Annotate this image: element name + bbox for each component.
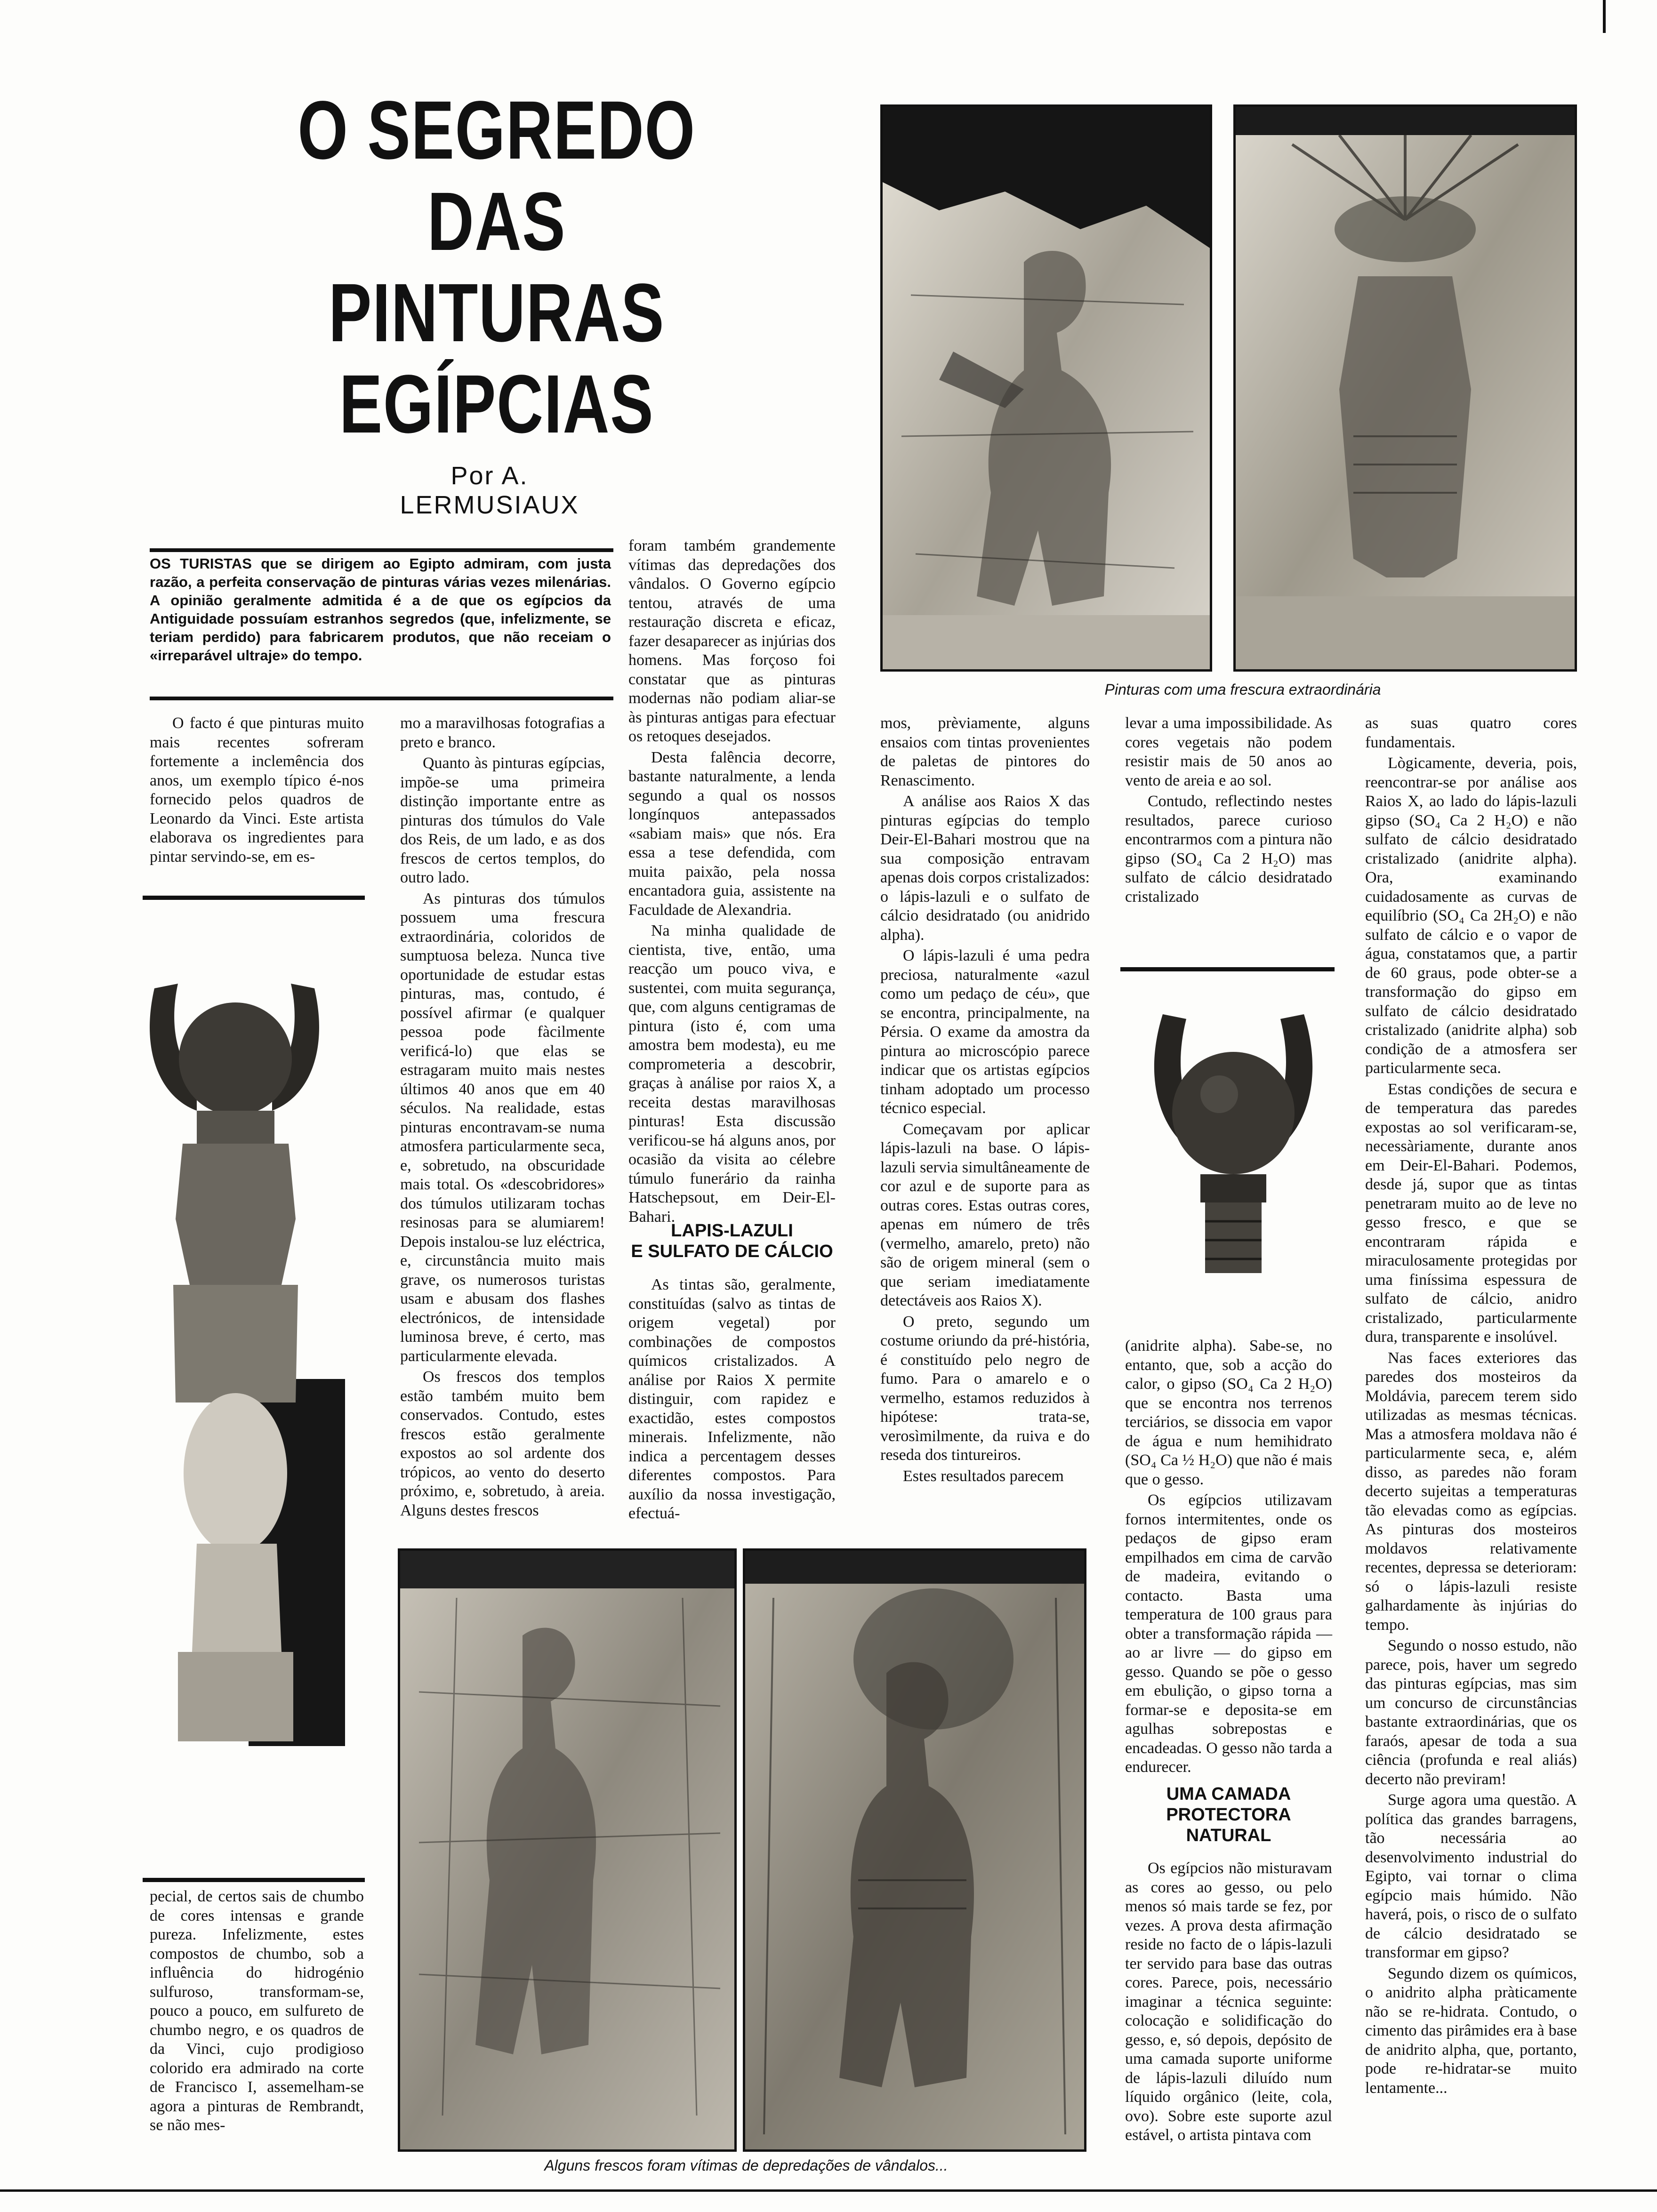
paragraph: Os egípcios utilizavam fornos intermitentes, onde os pedaços de gipso eram empilhados em cima de carvão de madeira, evitando o contacto. Basta uma temperatura de 100 graus para obter a transformação rápida — ao ar livre — do gipso em gesso. Quando se põe o gesso em ebulição, o gipso torna a formar-se e deposita-se em agulhas sobrepostas e encadeadas. O gesso não tarda a endurecer.: [1125, 1491, 1332, 1776]
photo-isis-statue: [126, 955, 345, 1746]
paragraph: O facto é que pinturas muito mais recentes sofreram fortemente a inclemência dos anos, um exemplo típico é-nos fornecido pelos quadros de Leonardo da Vinci. Este artista elaborava os ingredientes para pintar servindo-se, em es-: [150, 714, 364, 866]
crop-mark: [1603, 0, 1606, 33]
paragraph: Surge agora uma questão. A política das grandes barragens, tão necessária ao desenvolvimento industrial do Egipto, vai tornar o clima egípcio mais húmido. Não haverá, pois, o risco de o sulfato de cálcio desidratado se transformar em gipso?: [1365, 1791, 1577, 1961]
column-1-rule-top: [143, 896, 365, 900]
paragraph: O preto, segundo um costume oriundo da pré-história, é constituído pelo negro de fumo. Para o amarelo e o vermelho, estamos reduzidos à hipótese: trata-se, verosìmilmente, da ruiva e do reseda dos tintureiros.: [880, 1313, 1090, 1464]
column-5-middle: [1125, 1337, 1332, 1803]
paragraph: Segundo dizem os químicos, o anidrito alpha pràticamente não se re-hidrata. Contudo, o cimento das pirâmides era à base de anidrito alpha, que, portanto, pode re-hidratar-se muito lentamente...: [1365, 1964, 1577, 2097]
column-5-bottom: [1125, 1859, 1332, 2184]
photo-fresco-damaged-right: [743, 1548, 1086, 2152]
paragraph: foram também grandemente vítimas das depredações dos vândalos. O Governo egípcio tentou, através de uma restauração discreta e eficaz, fazer desaparecer as injúrias dos homens. Mas forçoso foi constatar que as pinturas modernas não podiam aliar-se às pinturas antigas para efectuar os retoques desejados.: [628, 537, 836, 745]
column-1-rule-bottom: [143, 1878, 365, 1882]
paragraph: Estes resultados parecem: [903, 1467, 1064, 1485]
paragraph: Nas faces exteriores das paredes dos mosteiros da Moldávia, parecem terem sido utilizadas as mesmas técnicas. Mas a atmosfera moldava não é particularmente seca, e, além disso, as paredes não foram decerto sujeitas a temperaturas tão elevadas como as egípcias. As pinturas dos mosteiros moldavos relativamente recentes, depressa se deterioram: só o lápis-lazuli resiste galhardamente às injúrias do tempo.: [1365, 1349, 1577, 1634]
column-2: [400, 714, 605, 1535]
column-5-rule: [1120, 967, 1335, 971]
paragraph: (anidrite alpha). Sabe-se, no entanto, que, sob a acção do calor, o gipso (SO₄ Ca 2 H₂O) que se encontra nos terrenos terciários, se dissocia em vapor de água e num hemihidrato (SO₄ Ca ½ H₂O) que não é mais que o gesso.: [1125, 1337, 1332, 1488]
column-3-top: [628, 537, 836, 1226]
paragraph: levar a uma impossibilidade. As cores vegetais não podem resistir mais de 50 anos ao vento de areia e ao sol.: [1125, 714, 1332, 789]
paragraph: mo a maravilhosas fotografias a preto e branco.: [400, 714, 605, 751]
caption-top-photos: Pinturas com uma frescura extraordinária: [1104, 681, 1381, 698]
column-4: [880, 714, 1090, 1535]
heading-line: E SULFATO DE CÁLCIO: [631, 1242, 833, 1261]
heading-line: NATURAL: [1186, 1826, 1271, 1845]
paragraph: Os frescos dos templos estão também muito bem conservados. Contudo, estes frescos estão geralmente expostos ao sol ardente dos trópicos, ao vento do deserto próximo, e, sobretudo, à areia. Alguns destes frescos: [400, 1368, 605, 1519]
photo-fresco-figure-right: [1233, 104, 1577, 672]
column-1-bottom: [150, 1887, 364, 2184]
paragraph: As tintas são, geralmente, constituídas (salvo as tintas de origem vegetal) por combinações de compostos químicos cristalizados. A análise por Raios X permite distinguir, com rapidez e exactidão, estes compostos minerais. Infelizmente, não indica a percentagem desses diferentes compostos. Para auxílio da nossa investigação, efectuá-: [628, 1276, 836, 1522]
column-3-bottom: [628, 1275, 836, 1534]
article-title: [231, 85, 763, 450]
byline: Por A. LERMUSIAUX: [400, 462, 579, 519]
paragraph: Segundo o nosso estudo, não parece, pois, haver um segredo das pinturas egípcias, mas sim um concurso de circunstâncias bastante extraordinárias, que os faraós, apesar de toda a sua ciência (profunda e real aliás) decerto não previram!: [1365, 1637, 1577, 1788]
intro-top-rule: [150, 548, 613, 552]
paragraph: as suas quatro cores fundamentais.: [1365, 714, 1577, 751]
intro-paragraph: OS TURISTAS que se dirigem ao Egipto admiram, com justa razão, a perfeita conservação de pinturas várias vezes milenárias. A opinião geralmente admitida é a de que os egípcios da Antiguidade possuíam estranhos segredos (que, infelizmente, se teriam perdido) para fabricarem produtos, que não receiam o «irreparável ultraje» do tempo.: [150, 555, 611, 664]
paragraph: Estas condições de secura e de temperatura das paredes expostas ao sol verificaram-se, necessàriamente, durante anos em Deir-El-Bahari. Podemos, desde já, supor que as tintas penetraram muito ao de leve no gesso fresco, e que se encontraram rápida e miraculosamente protegidas por uma finíssima espessura de sulfato de cálcio, anidro cristalizado, particularmente dura, transparente e insolúvel.: [1365, 1080, 1577, 1346]
photo-fresco-damaged-left: [398, 1548, 737, 2152]
page-bottom-edge: [0, 2189, 1657, 2192]
column-1-top: [150, 714, 364, 889]
fresco-figure-icon: [883, 107, 1210, 669]
title-line-3: PINTURAS EGÍPCIAS: [328, 267, 665, 450]
paragraph: As pinturas dos túmulos possuem uma frescura extraordinária, coloridos de sumptuosa beleza. Nunca tive oportunidade de estudar estas pinturas, mas, contudo, é possível afirmar (e qualquer pessoa pode fàcilmente verificá-lo) que elas se estragaram muito mais nestes últimos 40 anos que em 40 séculos. Na realidade, estas pinturas encontravam-se numa atmosfera particularmente seca, e, sobretudo, na obscuridade mais total. Os «descobridores» dos túmulos utilizaram tochas resinosas para se alumiarem! Depois instalou-se luz eléctrica, e, circunstância muito mais grave, os numerosos turistas usam e abusam dos flashes electrónicos, de intensidade luminosa breve, é certo, mas particularmente elevada.: [400, 890, 605, 1365]
paragraph: Lògicamente, deveria, pois, reencontrar-se por análise aos Raios X, ao lado do lápis-lazuli gipso (SO₄ Ca 2 H₂O) e não sulfato de cálcio desidratado cristalizado (anidrite alpha). Ora, examinando cuidadosamente as curvas de equilíbrio (SO₄ Ca 2H₂O) e não sulfato de cálcio e o vapor de água, constatamos que, a partir de 60 graus, pode obter-se a transformação do gipso em sulfato de cálcio desidratado cristalizado (anidrite alpha) sob condição de a atmosfera ser particularmente seca.: [1365, 754, 1577, 1077]
paragraph: Na minha qualidade de cientista, tive, então, uma reacção um pouco viva, e sustentei, com muita segurança, que, com alguns centigramas de pintura (isto é, com uma amostra bem modesta), eu me comprometeria a descobrir, graças à análise por raios X, a receita destas maravilhosas pinturas! Esta discussão verificou-se há alguns anos, por ocasião da visita ao célebre túmulo funerário da rainha Hatschepsout, em Deir-El-Bahari.: [628, 922, 836, 1226]
heading-camada-protectora: [1125, 1784, 1332, 1846]
paragraph: pecial, de certos sais de chumbo de cores intensas e grande pureza. Infelizmente, estes compostos de chumbo, sob a influência do hidrogénio sulfuroso, transformam-se, pouco a pouco, em sulfureto de chumbo negro, e os quadros de da Vinci, cujo prodigioso colorido era admirado na corte de Francisco I, assemelham-se agora a pinturas de Rembrandt, se não mes-: [150, 1888, 364, 2134]
photo-isis-crown: [1134, 1005, 1332, 1297]
title-line-1: O SEGREDO: [298, 84, 696, 176]
fresco-pharaoh-icon: [745, 1551, 1084, 2149]
paragraph: A análise aos Raios X das pinturas egípcias do templo Deir-El-Bahari mostrou que na sua composição entravam apenas dois corpos cristalizados: o lápis-lazuli e o sulfato de cálcio desidratado (ou anidrido alpha).: [880, 793, 1090, 944]
heading-line: UMA CAMADA: [1166, 1784, 1291, 1804]
heading-line: PROTECTORA: [1166, 1805, 1291, 1825]
column-6: [1365, 714, 1577, 2182]
fresco-damaged-icon: [400, 1551, 734, 2149]
paragraph: Desta falência decorre, bastante naturalmente, a lenda segundo a qual os nossos longínquos antepassados «sabiam mais» que nós. Era essa a tese defendida, com muita paixão, pela nossa encantadora guia, assistente na Faculdade de Alexandria.: [628, 748, 836, 919]
photo-fresco-figure-left: [880, 104, 1212, 672]
paragraph: mos, prèviamente, alguns ensaios com tintas provenientes de paletas de pintores do Renascimento.: [880, 714, 1090, 789]
heading-lapis-lazuli: [621, 1220, 843, 1262]
paragraph: Quanto às pinturas egípcias, impõe-se uma primeira distinção importante entre as pinturas dos túmulos do Vale dos Reis, de um lado, e as dos frescos de certos templos, do outro lado.: [400, 754, 605, 886]
paragraph: Os egípcios não misturavam as cores ao gesso, ou pelo menos só mais tarde se fez, por vezes. A prova desta afirmação reside no facto de o lápis-lazuli ter servido para base das outras cores. Parece, pois, necessário imaginar a técnica seguinte: colocação e solidificação do gesso, e, só depois, depósito de uma camada suporte uniforme de lápis-lazuli diluído num líquido orgânico (leite, cola, ovo). Sobre este suporte azul estável, o artista pintava com: [1125, 1859, 1332, 2144]
fresco-god-icon: [1236, 107, 1575, 669]
title-line-2: DAS: [427, 176, 566, 268]
isis-statue-icon: [126, 955, 345, 1746]
heading-line: LAPIS-LAZULI: [671, 1221, 793, 1241]
paragraph: O lápis-lazuli é uma pedra preciosa, naturalmente «azul como um pedaço de céu», que se encontra, principalmente, na Pérsia. O exame da amostra da pintura ao microscópio parece indicar que os artistas egípcios tinham adoptado um processo técnico especial.: [880, 947, 1090, 1117]
column-5-top: [1125, 714, 1332, 959]
caption-bottom-photos: Alguns frescos foram vítimas de depredações de vândalos...: [544, 2157, 948, 2174]
paragraph: Começavam por aplicar lápis-lazuli na base. O lápis-lazuli servia simultâneamente de cor azul e de suporte para as outras cores. Estas outras cores, apenas em número de três (vermelho, amarelo, preto) não são de origem mineral (sem o que seriam imediatamente detectáveis aos Raios X).: [880, 1120, 1090, 1309]
isis-crown-icon: [1134, 1005, 1332, 1297]
intro-bottom-rule: [150, 697, 613, 700]
paragraph: Contudo, reflectindo nestes resultados, parece curioso encontrarmos com a pintura não gipso (SO₄ Ca 2 H₂O) mas sulfato de cálcio desidratado cristalizado: [1125, 793, 1332, 906]
